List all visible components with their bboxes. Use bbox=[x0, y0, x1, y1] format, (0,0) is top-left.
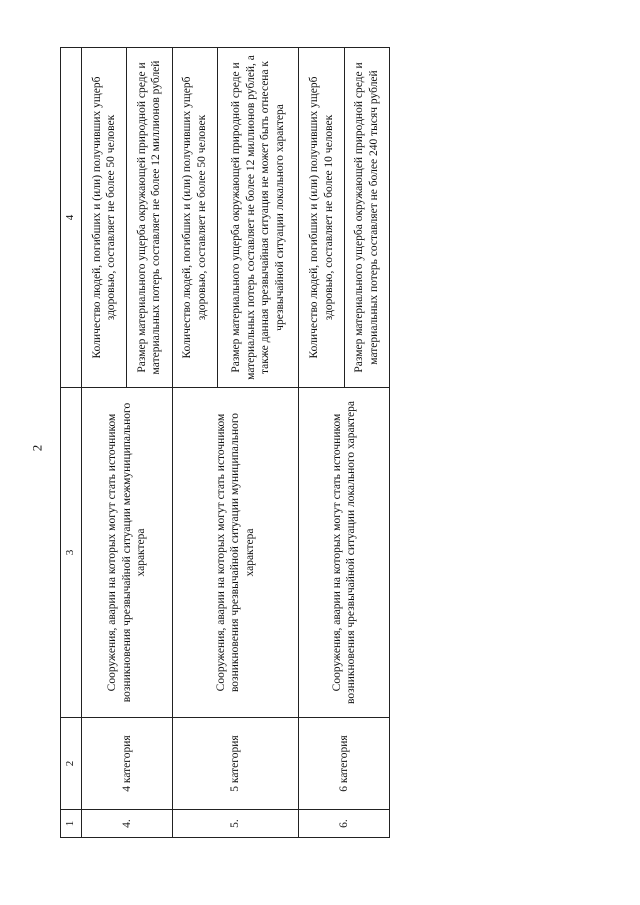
rotated-table-wrapper bbox=[60, 48, 390, 838]
row-number: 5. bbox=[172, 810, 299, 838]
criteria-people: Количество людей, погибших и (или) получивших ущерб здоровью, составляет не более 50 человек bbox=[82, 48, 127, 388]
row-number: 6. bbox=[299, 810, 390, 838]
header-col-2: 2 bbox=[61, 718, 82, 810]
criteria-damage: Размер материального ущерба окружающей природной среде и материальных потерь составляет не более 12 миллионов рублей, а также данная чрезвычайная ситуация не может быть отнесена к чрезвычайной ситуации локального характера bbox=[217, 48, 299, 388]
header-col-4: 4 bbox=[61, 48, 82, 388]
row-number: 4. bbox=[82, 810, 173, 838]
table-header-row bbox=[61, 48, 82, 838]
table-row bbox=[82, 48, 127, 838]
category-cell: 4 категория bbox=[82, 718, 173, 810]
category-cell: 6 категория bbox=[299, 718, 390, 810]
page-number: 2 bbox=[29, 444, 45, 452]
header-col-3: 3 bbox=[61, 388, 82, 718]
criteria-damage: Размер материального ущерба окружающей природной среде и материальных потерь составляет не более 12 миллионов рублей bbox=[127, 48, 172, 388]
source-cell: Сооружения, аварии на которых могут стать источником возникновения чрезвычайной ситуации муниципального характера bbox=[172, 388, 299, 718]
source-cell: Сооружения, аварии на которых могут стать источником возникновения чрезвычайной ситуации локального характера bbox=[299, 388, 390, 718]
criteria-people: Количество людей, погибших и (или) получивших ущерб здоровью, составляет не более 50 человек bbox=[172, 48, 217, 388]
source-cell: Сооружения, аварии на которых могут стать источником возникновения чрезвычайной ситуации межмуниципального характера bbox=[82, 388, 173, 718]
category-table bbox=[60, 47, 390, 838]
table-row bbox=[299, 48, 344, 838]
header-col-1: 1 bbox=[61, 810, 82, 838]
table-row bbox=[172, 48, 217, 838]
criteria-people: Количество людей, погибших и (или) получивших ущерб здоровью, составляет не более 10 человек bbox=[299, 48, 344, 388]
criteria-damage: Размер материального ущерба окружающей природной среде и материальных потерь составляет не более 240 тысяч рублей bbox=[344, 48, 389, 388]
category-cell: 5 категория bbox=[172, 718, 299, 810]
